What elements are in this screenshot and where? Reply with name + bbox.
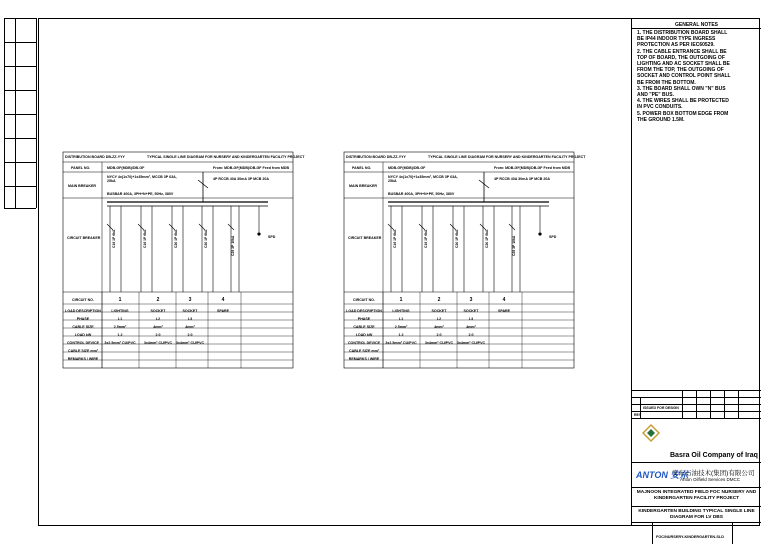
table-cell: 4mm² — [466, 325, 476, 329]
drawing-title: KINDERGARTEN BUILDING TYPICAL SINGLE LINE DIAGRAM FOR LV DBS — [638, 509, 755, 520]
breaker-spec: C20 1P 6kA — [174, 229, 178, 248]
contractor-name-cn: 安东石油技术(集团)有限公司 — [672, 470, 755, 477]
spd-label: SPD — [549, 235, 557, 239]
boc-logo-icon — [640, 423, 662, 443]
panel-header-right: TYPICAL SINGLE LINE DIAGRAM FOR NURSERY AND KINDERGARTEN FACILITY PROJECT — [428, 155, 586, 159]
row-label: CONTROL DEVICE — [66, 341, 100, 345]
row-label: LOAD DESCRIPTION — [65, 309, 101, 313]
row-label: CIRCUIT NO. — [353, 298, 375, 302]
left-revision-strip — [4, 18, 36, 208]
table-cell: 3x2.5mm² CU/PVC — [385, 341, 417, 345]
row-label: LOAD kW — [355, 333, 373, 337]
table-cell: SPARE — [497, 309, 511, 313]
strip-divider — [36, 18, 37, 208]
table-cell: L1 — [117, 317, 123, 321]
dwg-no-col — [652, 522, 653, 544]
panel-no-value: MDB-GF(MDB)/DB-GF — [388, 166, 426, 170]
row-label: REMARKS / WIRE — [67, 357, 99, 361]
circuit-number: 4 — [502, 297, 506, 303]
table-cell: L1 — [398, 317, 404, 321]
circuit-number: 2 — [156, 297, 160, 303]
table-cell: 3x2.5mm² CU/PVC — [104, 341, 136, 345]
contractor-divider — [632, 487, 761, 488]
table-cell: 2.0 — [155, 333, 161, 337]
table-cell: SOCKET — [431, 309, 447, 313]
row-label: PHASE — [76, 317, 90, 321]
panel-outline — [63, 152, 293, 368]
breaker-spec: C20 1P 6kA — [455, 229, 459, 248]
table-cell: SOCKET — [463, 309, 479, 313]
strip-line — [4, 114, 36, 115]
breaker-spec: C16 1P 6kA — [393, 229, 397, 248]
row-label: CABLE SIZE mm² — [349, 349, 379, 353]
circuit-breaker-label: CIRCUIT BREAKER — [348, 236, 382, 240]
strip-line — [4, 186, 36, 187]
row-label: CONTROL DEVICE — [347, 341, 381, 345]
table-cell: SOCKET — [150, 309, 166, 313]
spd-earth-dot — [257, 232, 260, 235]
sld-panel-1 — [63, 152, 313, 370]
dwg-no-col — [732, 522, 733, 544]
breaker-spec: C16 1P 6kA — [112, 229, 116, 248]
panel-outline — [344, 152, 574, 368]
table-cell: 2.0 — [468, 333, 474, 337]
issue-label: ISSUED FOR DESIGN — [643, 406, 679, 410]
table-cell: 4mm² — [153, 325, 163, 329]
panel-header-left: DISTRIBUTION BOARD DB-ZZ-YYY — [346, 155, 406, 159]
notes-body: 1. THE DISTRIBUTION BOARD SHALL BE IP44 INDOOR TYPE INGRESS PROTECTION AS PER IEC60529. 2. THE CABLE ENTRANCE SHALL BE TOP OF BOARD, THE OUTGOING OF LIGHTING AND AC SOCKET SHALL BE FROM THE TOP, THE OUTGOING OF SOCKET AND CONTROL POINT SHALL BE FROM THE BOTTOM. 3. THE BOARD SHALL OWN "N" BUS AND "PE" BUS. 4. THE WIRES SHALL BE PROTECTED IN PVC CONDUITS. 5. POWER BOX BOTTOM EDGE FROM THE GROUND 1.5M. — [637, 30, 731, 123]
main-breaker-value: NYCY 4x(1x70)+1x35mm², MCCB 3P 63A, 25kA — [388, 175, 458, 183]
breaker-spec: C20 1P 6kA — [485, 229, 489, 248]
breaker-spec: C16 1P 6kA — [143, 229, 147, 248]
row-label: LOAD DESCRIPTION — [346, 309, 382, 313]
strip-line — [4, 138, 36, 139]
table-cell: L3 — [468, 317, 474, 321]
circuit-number: 1 — [399, 297, 403, 303]
sld-panel-2 — [344, 152, 594, 370]
table-cell: 3x4mm² CU/PVC — [456, 341, 486, 345]
revision-col — [738, 390, 739, 418]
sld-panel-1-lines — [63, 152, 313, 370]
spd-label: SPD — [268, 235, 276, 239]
table-cell: L3 — [187, 317, 193, 321]
drawing-number: FOC/NURSERY-KINDERGARTEN-SLD — [656, 535, 724, 539]
breaker-spec: C16 1P 6kA — [424, 229, 428, 248]
strip-line — [4, 162, 36, 163]
table-cell: 3x4mm² CU/PVC — [143, 341, 173, 345]
contractor-name-en: Anton Oilfield Services DMCC — [680, 477, 741, 482]
main-breaker-label: MAIN BREAKER — [68, 184, 96, 188]
client-name: Basra Oil Company of Iraq — [670, 452, 758, 459]
anton-logo: ANTON 安东 — [636, 470, 689, 480]
revision-table-line — [632, 418, 761, 419]
panel-header-left: DISTRIBUTION BOARD DB-ZZ-YYY — [65, 155, 125, 159]
strip-line — [4, 90, 36, 91]
row-label: LOAD kW — [74, 333, 92, 337]
panel-no-label: PANEL NO. — [352, 166, 372, 170]
row-label: CABLE SIZE — [353, 325, 375, 329]
project-divider — [632, 506, 761, 507]
table-cell: 2.0 — [187, 333, 193, 337]
rev-label: REV — [634, 413, 642, 417]
circuit-number: 1 — [118, 297, 122, 303]
table-cell: 3x4mm² CU/PVC — [175, 341, 205, 345]
table-cell: 2.5mm² — [113, 325, 127, 329]
breaker-spec: C25 3P 10kA — [231, 235, 235, 256]
breaker-spec: C25 3P 10kA — [512, 235, 516, 256]
contractor-block — [632, 465, 761, 487]
main-breaker-value: NYCY 4x(1x70)+1x35mm², MCCB 3P 63A, 25kA — [107, 175, 177, 183]
table-cell: 4mm² — [434, 325, 444, 329]
row-label: CABLE SIZE mm² — [68, 349, 98, 353]
notes-title-divider — [632, 28, 761, 29]
table-cell: SOCKET — [182, 309, 198, 313]
incoming-feeder: From: MDB-GF(MDB)/DB-GF Feed from MDB — [213, 166, 290, 170]
busbar-spec: BUSBAR 400A, 3PH+N+PE, 50Hz, 380V — [388, 192, 455, 196]
circuit-number: 4 — [221, 297, 225, 303]
strip-line — [4, 18, 36, 19]
rcd-spec: 4P RCCB 40A 30mA 3P MCB 20A — [213, 177, 269, 181]
strip-line — [4, 66, 36, 67]
table-cell: 2.0 — [436, 333, 442, 337]
rcd-spec: 4P RCCB 40A 30mA 3P MCB 20A — [494, 177, 550, 181]
circuit-number: 2 — [437, 297, 441, 303]
table-cell: 1.2 — [398, 333, 404, 337]
row-label: CABLE SIZE — [72, 325, 94, 329]
circuit-number: 3 — [469, 297, 473, 303]
table-cell: L2 — [155, 317, 161, 321]
busbar-spec: BUSBAR 400A, 3PH+N+PE, 50Hz, 380V — [107, 192, 174, 196]
strip-line — [4, 42, 36, 43]
table-cell: 3x4mm² CU/PVC — [424, 341, 454, 345]
strip-border — [4, 18, 5, 208]
circuit-number: 3 — [188, 297, 192, 303]
sld-panel-2-lines — [344, 152, 594, 370]
breaker-spec: C20 1P 6kA — [204, 229, 208, 248]
panel-header-right: TYPICAL SINGLE LINE DIAGRAM FOR NURSERY AND KINDERGARTEN FACILITY PROJECT — [147, 155, 305, 159]
table-cell: 1.2 — [117, 333, 123, 337]
table-cell: 4mm² — [185, 325, 195, 329]
row-label: REMARKS / WIRE — [348, 357, 380, 361]
row-label: PHASE — [357, 317, 371, 321]
title-block — [631, 18, 761, 539]
revision-col — [724, 390, 725, 418]
revision-col — [682, 390, 683, 418]
client-divider — [632, 462, 761, 463]
notes-title: GENERAL NOTES — [675, 22, 718, 28]
row-label: CIRCUIT NO. — [72, 298, 94, 302]
panel-no-label: PANEL NO. — [71, 166, 91, 170]
table-cell: SPARE — [216, 309, 230, 313]
revision-col — [710, 390, 711, 418]
incoming-feeder: From: MDB-GF(MDB)/DB-GF Feed from MDB — [494, 166, 571, 170]
table-cell: LIGHTING — [392, 309, 410, 313]
table-cell: 2.5mm² — [394, 325, 408, 329]
strip-divider — [15, 18, 16, 208]
spd-earth-dot — [538, 232, 541, 235]
circuit-breaker-label: CIRCUIT BREAKER — [67, 236, 101, 240]
strip-line — [4, 208, 36, 209]
project-title: MAJNOON INTEGRATED FIELD FOC NURSERY AND KINDERGARTEN FACILITY PROJECT — [636, 490, 757, 501]
main-breaker-label: MAIN BREAKER — [349, 184, 377, 188]
panel-no-value: MDB-GF(MDB)/DB-GF — [107, 166, 145, 170]
revision-col — [696, 390, 697, 418]
table-cell: L2 — [436, 317, 442, 321]
table-cell: LIGHTING — [111, 309, 129, 313]
